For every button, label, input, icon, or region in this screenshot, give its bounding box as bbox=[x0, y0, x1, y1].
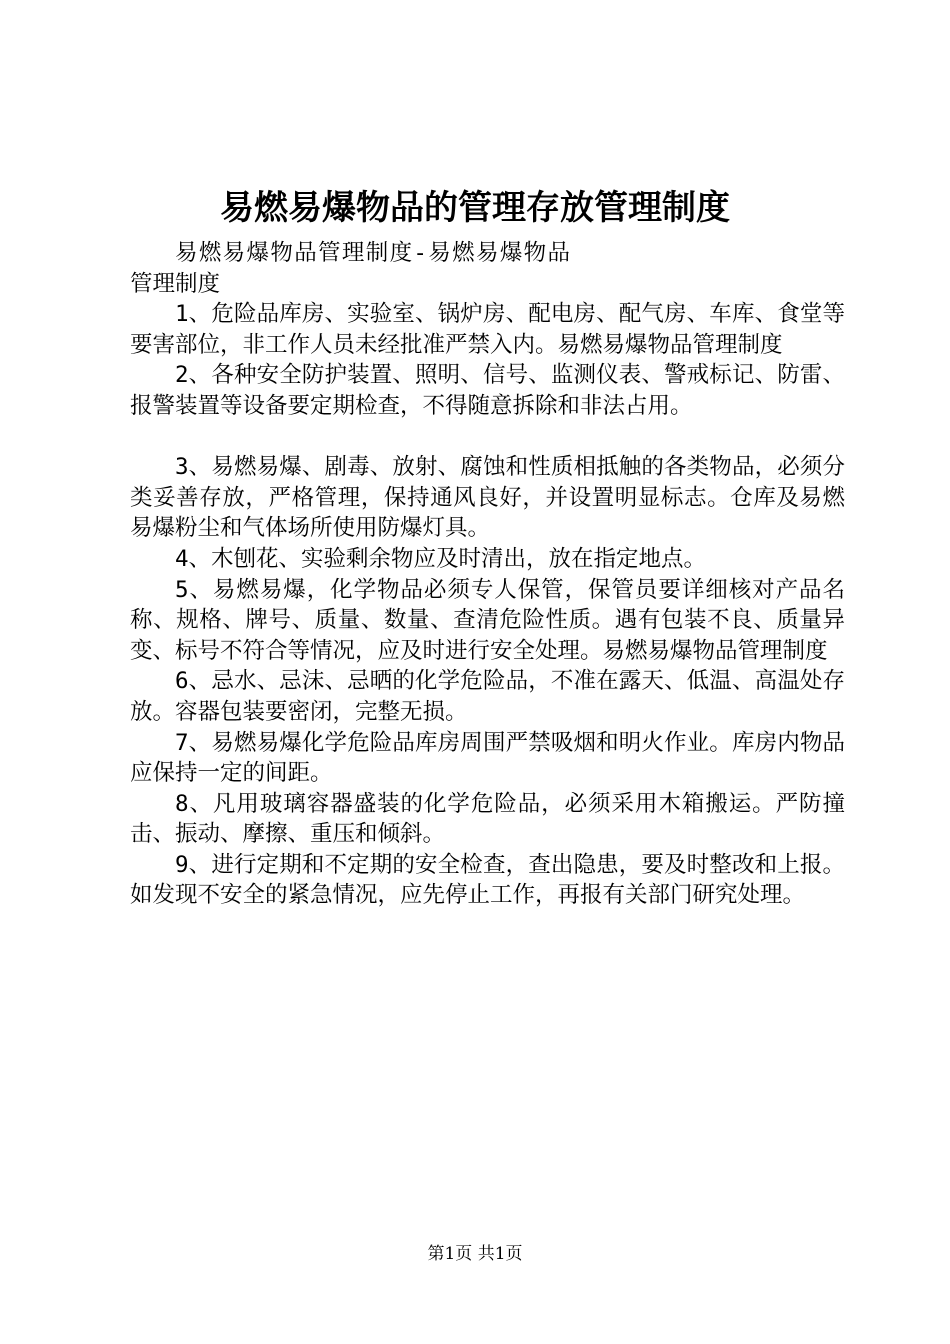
page-footer: 第1页 共1页 bbox=[427, 1244, 523, 1264]
paragraph-3: 3、易燃易爆、剧毒、放射、腐蚀和性质相抵触的各类物品，必须分类妥善存放，严格管理，保持通风良好，并设置明显标志。仓库及易燃易爆粉尘和气体场所使用防爆灯具。 bbox=[130, 454, 845, 542]
paragraph-8: 8、凡用玻璃容器盛装的化学危险品，必须采用木箱搬运。严防撞击、振动、摩擦、重压和倾斜。 bbox=[130, 790, 845, 848]
paragraph-7: 7、易燃易爆化学危险品库房周围严禁吸烟和明火作业。库房内物品应保持一定的间距。 bbox=[130, 729, 845, 787]
paragraph-4: 4、木刨花、实验剩余物应及时清出，放在指定地点。 bbox=[175, 545, 707, 572]
paragraph-6: 6、忌水、忌沫、忌晒的化学危险品，不准在露天、低温、高温处存放。容器包装要密闭，完整无损。 bbox=[130, 668, 845, 725]
paragraph-5: 5、易燃易爆，化学物品必须专人保管，保管员要详细核对产品名称、规格、牌号、质量、数量、查清危险性质。遇有包装不良、质量异变、标号不符合等情况，应及时进行安全处理。易燃易爆物品管理制度 bbox=[130, 576, 845, 664]
document-subtitle: 易燃易爆物品管理制度-易燃易爆物品管理制度 bbox=[130, 240, 570, 297]
document-title: 易燃易爆物品的管理存放管理制度 bbox=[220, 188, 730, 228]
paragraph-9: 9、进行定期和不定期的安全检查，查出隐患，要及时整改和上报。如发现不安全的紧急情况，应先停止工作，再报有关部门研究处理。 bbox=[130, 851, 845, 909]
document-body bbox=[130, 238, 845, 911]
paragraph-1: 1、危险品库房、实验室、锅炉房、配电房、配气房、车库、食堂等要害部位，非工作人员未经批准严禁入内。易燃易爆物品管理制度 bbox=[130, 301, 845, 358]
paragraph-2: 2、各种安全防护装置、照明、信号、监测仪表、警戒标记、防雷、报警装置等设备要定期检查，不得随意拆除和非法占用。 bbox=[130, 362, 845, 419]
